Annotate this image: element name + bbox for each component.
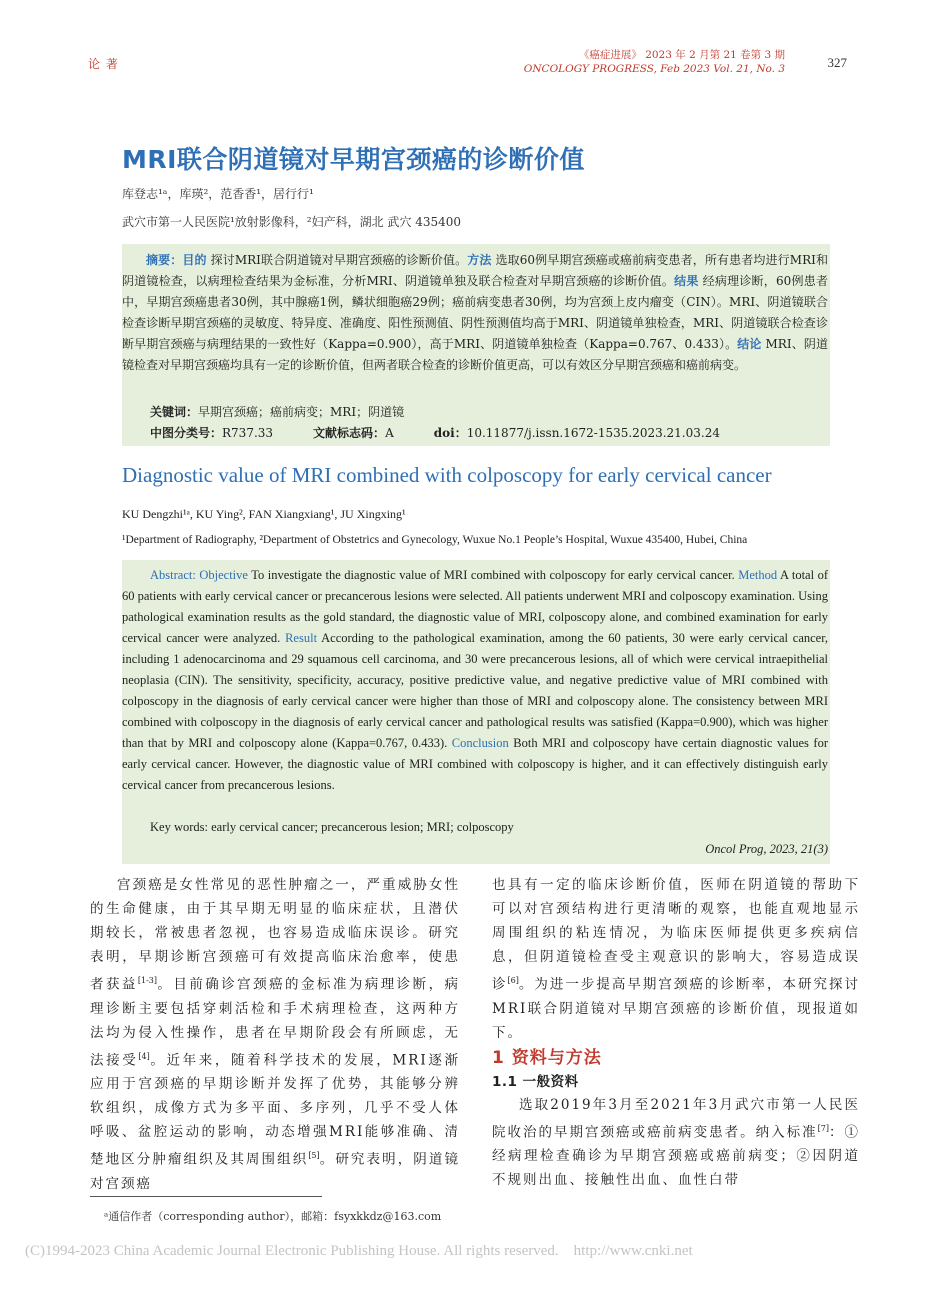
authors-cn: 库登志¹ᵃ，库瑛²，范香香¹，居行行¹: [122, 187, 314, 201]
abstract-cn: 摘要：目的 探讨MRI联合阴道镜对早期宫颈癌的诊断价值。方法 选取60例早期宫颈癌或癌前病变患者，所有患者均进行MRI和阴道镜检查，以病理检查结果为金标准，分析MRI、阴道镜单独及联合检查对早期宫颈癌的诊断价值。结果 经病理诊断，60例患者中，早期宫颈癌患者30例，其中腺癌1例，鳞状细胞癌29例；癌前病变患者30例，均为宫颈上皮内瘤变（CIN）。MRI、阴道镜联合检查诊断早期宫颈癌的灵敏度、特异度、准确度、阳性预测值、阴性预测值均高于MRI、阴道镜单独检查，MRI、阴道镜联合检查诊断早期宫颈癌与病理结果的一致性好（Kappa=0.900），高于MRI、阴道镜单独检查（Kappa=0.767、0.433）。结论 MRI、阴道镜检查对早期宫颈癌均具有一定的诊断价值，但两者联合检查的诊断价值更高，可以有效区分早期宫颈癌和癌前病变。: [122, 253, 828, 372]
article-title-en: Diagnostic value of MRI combined with colposcopy for early cervical cancer: [122, 463, 772, 487]
affiliation-cn: 武穴市第一人民医院¹放射影像科，²妇产科，湖北 武穴 435400: [122, 215, 462, 229]
body-column-right: [492, 873, 860, 1192]
citation: Oncol Prog, 2023, 21(3): [705, 842, 828, 856]
body-paragraph: 也具有一定的临床诊断价值，医师在阴道镜的帮助下可以对宫颈结构进行更清晰的观察，也能直观地显示周围组织的粘连情况，为临床医师提供更多疾病信息，但阴道镜检查受主观意识的影响大，容易造成误诊[6]。为进一步提高早期宫颈癌的诊断率，本研究探讨MRI联合阴道镜对早期宫颈癌的诊断价值，现报道如下。: [492, 877, 861, 1041]
body-paragraph: 选取2019年3月至2021年3月武穴市第一人民医院收治的早期宫颈癌或癌前病变患者。纳入标准[7]：①经病理检查确诊为早期宫颈癌或癌前病变；②因阴道不规则出血、接触性出血、血性白带: [492, 1096, 861, 1188]
journal-issue-cn: 《癌症进展》 2023 年 2 月第 21 卷第 3 期: [578, 49, 785, 61]
section-heading-1-1: 1.1 一般资料: [492, 1073, 579, 1090]
footnote-divider: [90, 1196, 322, 1197]
copyright-watermark: (C)1994-2023 China Academic Journal Electronic Publishing House. All rights reserved. http://www.cnki.net: [25, 1243, 693, 1259]
journal-issue-en: ONCOLOGY PROGRESS, Feb 2023 Vol. 21, No. 3: [523, 63, 785, 75]
affiliation-en: ¹Department of Radiography, ²Department of Obstetrics and Gynecology, Wuxue No.1 People’s Hospital, Wuxue 435400, Hubei, China: [122, 534, 748, 546]
page-number: 327: [827, 55, 847, 70]
journal-header: [524, 48, 785, 76]
section-label: 论 著: [88, 57, 119, 71]
abstract-en: Abstract: Objective To investigate the diagnostic value of MRI combined with colposcopy for early cervical cancer. Method A total of 60 patients with early cervical cancer or precancerous lesions were selected. All patients underwent MRI and colposcopy examination. Using pathological examination results as the gold standard, the diagnostic value of MRI, colposcopy alone, and combined examination for early cervical cancer were analyzed. Result According to the pathological examination, among the 60 patients, 30 were early cervical cancer, including 1 adenocarcinoma and 29 squamous cell carcinoma, and 30 were precancerous lesions, all of which were cervical intraepithelial neoplasia (CIN). The sensitivity, specificity, accuracy, positive predictive value, and negative predictive value of MRI combined with colposcopy in the diagnosis of early cervical cancer were higher than those of MRI and colposcopy alone. The consistency between MRI combined with colposcopy in the diagnosis of early cervical cancer and pathological results was satisfied (Kappa=0.900), which was higher than that by MRI and colposcopy alone (Kappa=0.767, 0.433). Conclusion Both MRI and colposcopy have certain diagnostic values for early cervical cancer. However, the diagnostic value of MRI combined with colposcopy is higher, and it can effectively distinguish early cervical cancer from precancerous lesions.: [122, 568, 829, 792]
classification-line: 中图分类号：R737.33 文献标志码：A doi：10.11877/j.issn.1672-1535.2023.21.03.24: [150, 426, 720, 440]
keywords-en: Key words: early cervical cancer; precancerous lesion; MRI; colposcopy: [150, 820, 514, 834]
keywords-cn: 关键词：早期宫颈癌；癌前病变；MRI；阴道镜: [150, 405, 405, 419]
section-heading-1: 1 资料与方法: [492, 1047, 602, 1068]
body-column-left: [90, 873, 460, 1196]
authors-en: KU Dengzhi¹ᵃ, KU Ying², FAN Xiangxiang¹, JU Xingxing¹: [122, 507, 406, 521]
article-title-cn: MRI联合阴道镜对早期宫颈癌的诊断价值: [122, 145, 585, 174]
footnote-corresponding-author: ᵃ通信作者（corresponding author），邮箱：fsyxkkdz@163.com: [104, 1210, 442, 1223]
body-paragraph: 宫颈癌是女性常见的恶性肿瘤之一，严重威胁女性的生命健康，由于其早期无明显的临床症状，且潜伏期较长，常被患者忽视，也容易造成临床误诊。研究表明，早期诊断宫颈癌可有效提高临床治愈率，使患者获益[1-3]。目前确诊宫颈癌的金标准为病理诊断，病理诊断主要包括穿刺活检和手术病理检查，这两种方法均为侵入性操作，患者在早期阶段会有所顾虑，无法接受[4]。近年来，随着科学技术的发展，MRI逐渐应用于宫颈癌的早期诊断并发挥了优势，其能够分辨软组织，成像方式为多平面、多序列，几乎不受人体呼吸、盆腔运动的影响，动态增强MRI能够准确、清楚地区分肿瘤组织及其周围组织[5]。研究表明，阴道镜对宫颈癌: [90, 877, 461, 1192]
